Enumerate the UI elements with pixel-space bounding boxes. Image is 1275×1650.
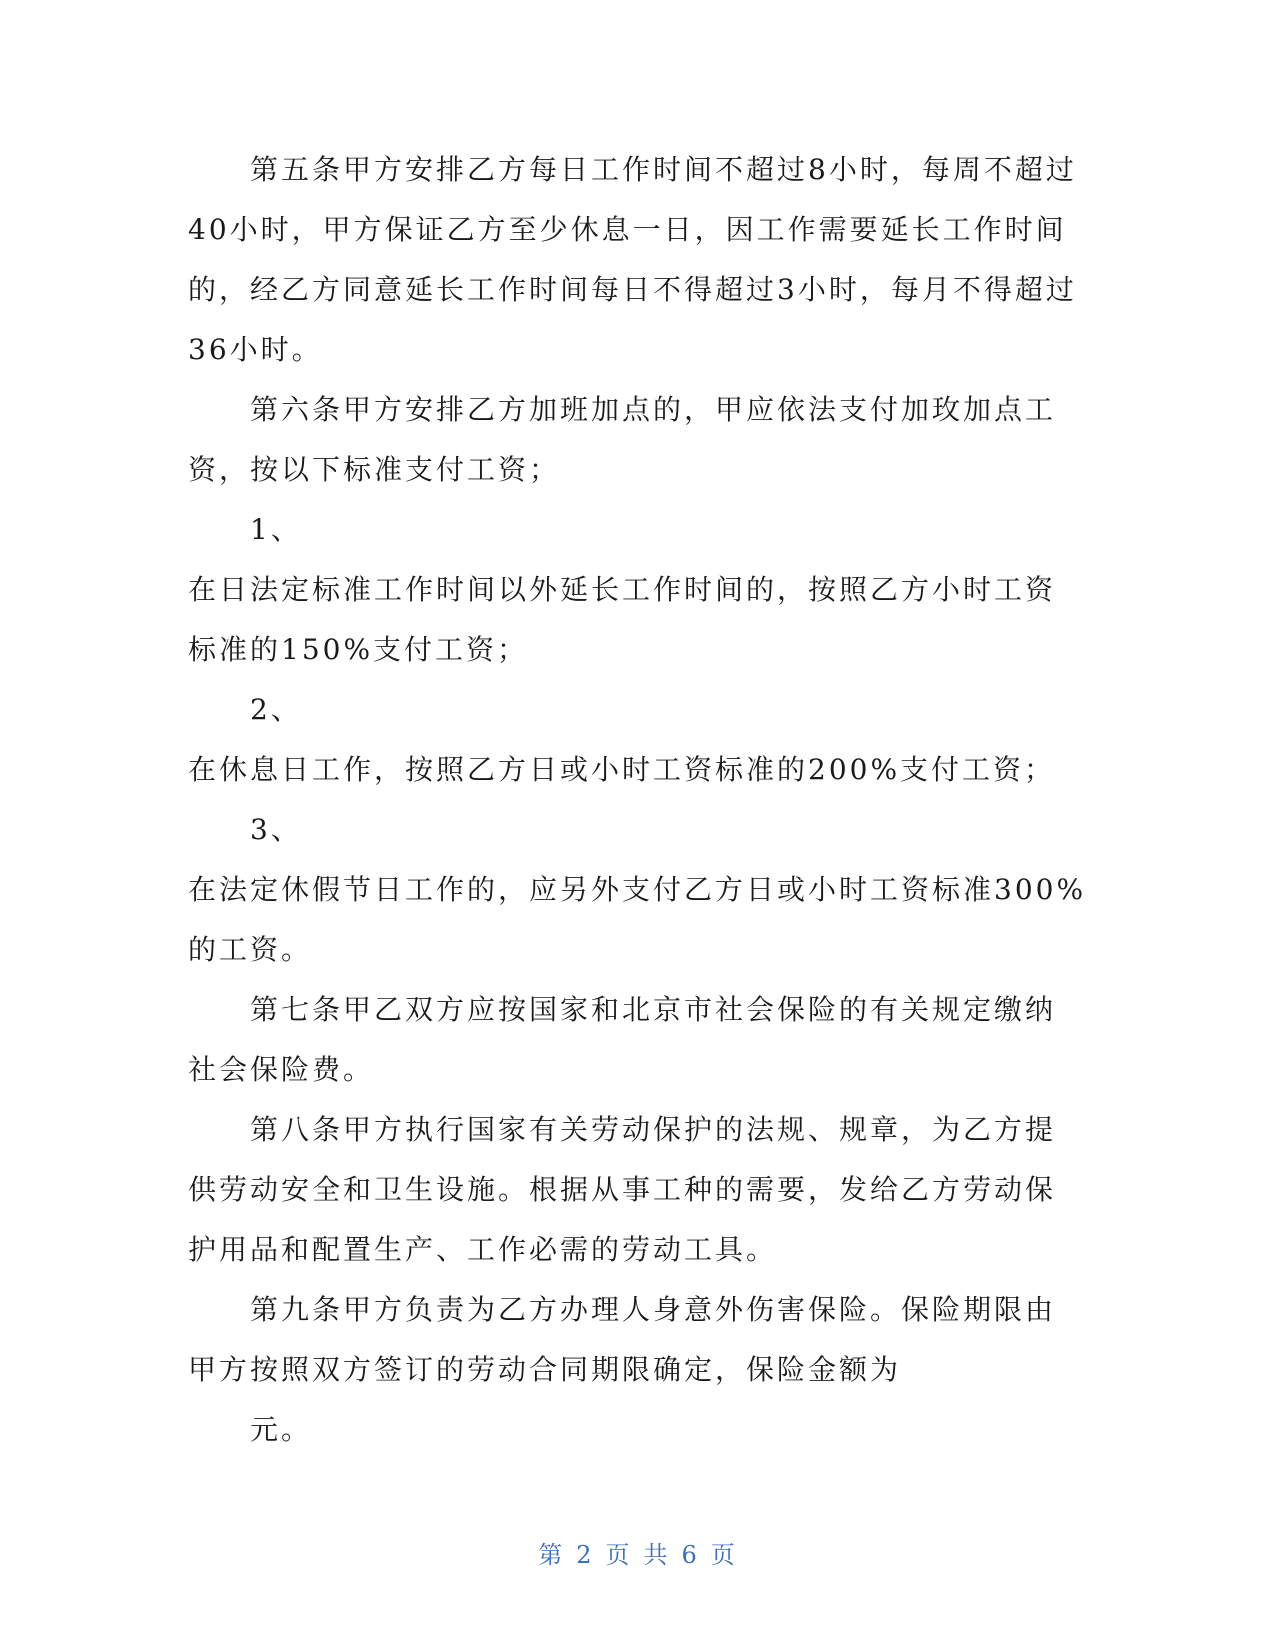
text-line: 在日法定标准工作时间以外延长工作时间的，按照乙方小时工资 bbox=[188, 573, 1057, 606]
text-line: 第九条甲方负责为乙方办理人身意外伤害保险。保险期限由 bbox=[250, 1293, 1057, 1326]
text-line: 标准的150%支付工资； bbox=[188, 633, 529, 666]
footer-prefix: 第 bbox=[538, 1541, 565, 1569]
text-line: 资，按以下标准支付工资； bbox=[188, 453, 561, 486]
text-line: 供劳动安全和卫生设施。根据从事工种的需要，发给乙方劳动保 bbox=[188, 1173, 1057, 1206]
list-number: 3、 bbox=[250, 813, 302, 846]
footer-page-label: 页 bbox=[605, 1541, 632, 1569]
text-line: 36小时。 bbox=[188, 333, 323, 366]
text-line: 第五条甲方安排乙方每日工作时间不超过8小时，每周不超过 bbox=[250, 153, 1077, 186]
text-line: 第七条甲乙双方应按国家和北京市社会保险的有关规定缴纳 bbox=[250, 993, 1057, 1026]
text-line: 的工资。 bbox=[188, 933, 313, 966]
text-line: 甲方按照双方签订的劳动合同期限确定，保险金额为 bbox=[188, 1353, 902, 1386]
page-footer bbox=[0, 1535, 1275, 1570]
text-line: 在法定休假节日工作的，应另外支付乙方日或小时工资标准300% bbox=[188, 873, 1087, 906]
current-page-number: 2 bbox=[576, 1541, 594, 1569]
list-number: 1、 bbox=[250, 513, 302, 546]
text-line: 40小时，甲方保证乙方至少休息一日，因工作需要延长工作时间 bbox=[188, 213, 1067, 246]
total-pages-number: 6 bbox=[681, 1541, 699, 1569]
text-line: 护用品和配置生产、工作必需的劳动工具。 bbox=[188, 1233, 778, 1266]
text-line: 元。 bbox=[250, 1413, 313, 1446]
footer-total-prefix: 共 bbox=[643, 1541, 670, 1569]
text-line: 第六条甲方安排乙方加班加点的，甲应依法支付加玫加点工 bbox=[250, 393, 1057, 426]
text-line: 的，经乙方同意延长工作时间每日不得超过3小时，每月不得超过 bbox=[188, 273, 1077, 306]
text-line: 社会保险费。 bbox=[188, 1053, 375, 1086]
footer-total-label: 页 bbox=[710, 1541, 737, 1569]
document-body bbox=[188, 140, 1087, 1460]
list-number: 2、 bbox=[250, 693, 302, 726]
text-line: 第八条甲方执行国家有关劳动保护的法规、规章，为乙方提 bbox=[250, 1113, 1057, 1146]
text-line: 在休息日工作，按照乙方日或小时工资标准的200%支付工资； bbox=[188, 753, 1056, 786]
